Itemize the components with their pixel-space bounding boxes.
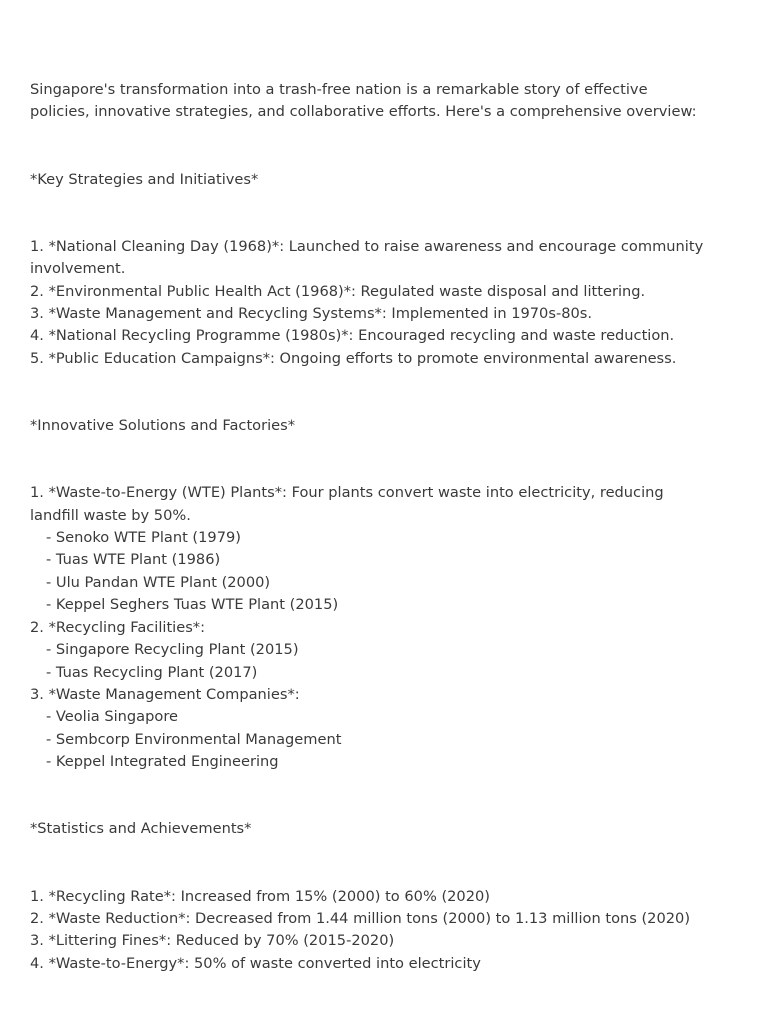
list-item: 4. *Waste-to-Energy*: 50% of waste converted into electricity — [30, 954, 481, 972]
spacer — [30, 370, 740, 415]
list-item-continuation: landfill waste by 50%. — [30, 506, 191, 524]
sub-list-item: - Keppel Seghers Tuas WTE Plant (2015) — [46, 596, 339, 614]
list-item: 5. *Public Education Campaigns*: Ongoing efforts to promote environmental awareness. — [30, 349, 677, 367]
sub-list-item: - Keppel Integrated Engineering — [46, 753, 279, 771]
list-item-continuation: involvement. — [30, 260, 126, 278]
list-item: 2. *Environmental Public Health Act (1968)*: Regulated waste disposal and littering. — [30, 282, 646, 300]
spacer — [30, 124, 740, 169]
statistics-list — [30, 886, 740, 976]
list-item: 4. *National Recycling Programme (1980s)*: Encouraged recycling and waste reduction. — [30, 327, 675, 345]
list-item: 3. *Waste Management Companies*: — [30, 685, 300, 703]
section-heading-innovative-solutions: *Innovative Solutions and Factories* — [30, 417, 296, 435]
list-item: 3. *Littering Fines*: Reduced by 70% (2015-2020) — [30, 932, 395, 950]
sub-list-item: - Tuas Recycling Plant (2017) — [46, 663, 258, 681]
key-strategies-list — [30, 236, 740, 370]
list-item: 2. *Recycling Facilities*: — [30, 618, 206, 636]
sub-list-item: - Ulu Pandan WTE Plant (2000) — [46, 573, 271, 591]
section-heading-key-strategies: *Key Strategies and Initiatives* — [30, 170, 259, 188]
list-item: 3. *Waste Management and Recycling Systems*: Implemented in 1970s-80s. — [30, 305, 593, 323]
sub-list-item: - Singapore Recycling Plant (2015) — [46, 641, 299, 659]
document-body — [30, 79, 740, 975]
sub-list-item: - Veolia Singapore — [46, 708, 178, 726]
list-item: 2. *Waste Reduction*: Decreased from 1.44 million tons (2000) to 1.13 million tons (2020) — [30, 909, 691, 927]
list-item: 1. *Recycling Rate*: Increased from 15% (2000) to 60% (2020) — [30, 887, 490, 905]
section-heading-statistics: *Statistics and Achievements* — [30, 820, 252, 838]
intro-line: Singapore's transformation into a trash-free nation is a remarkable story of effective — [30, 81, 648, 98]
spacer — [30, 841, 740, 886]
spacer — [30, 437, 740, 482]
intro-paragraph — [30, 79, 740, 124]
list-item: 1. *Waste-to-Energy (WTE) Plants*: Four plants convert waste into electricity, reducing — [30, 484, 664, 502]
innovative-solutions-list — [30, 482, 740, 773]
spacer — [30, 191, 740, 236]
intro-line: policies, innovative strategies, and collaborative efforts. Here's a comprehensive overview: — [30, 103, 697, 121]
sub-list-item: - Sembcorp Environmental Management — [46, 730, 342, 748]
spacer — [30, 774, 740, 819]
list-item: 1. *National Cleaning Day (1968)*: Launched to raise awareness and encourage community — [30, 237, 704, 255]
sub-list-item: - Tuas WTE Plant (1986) — [46, 551, 221, 569]
sub-list-item: - Senoko WTE Plant (1979) — [46, 529, 241, 547]
